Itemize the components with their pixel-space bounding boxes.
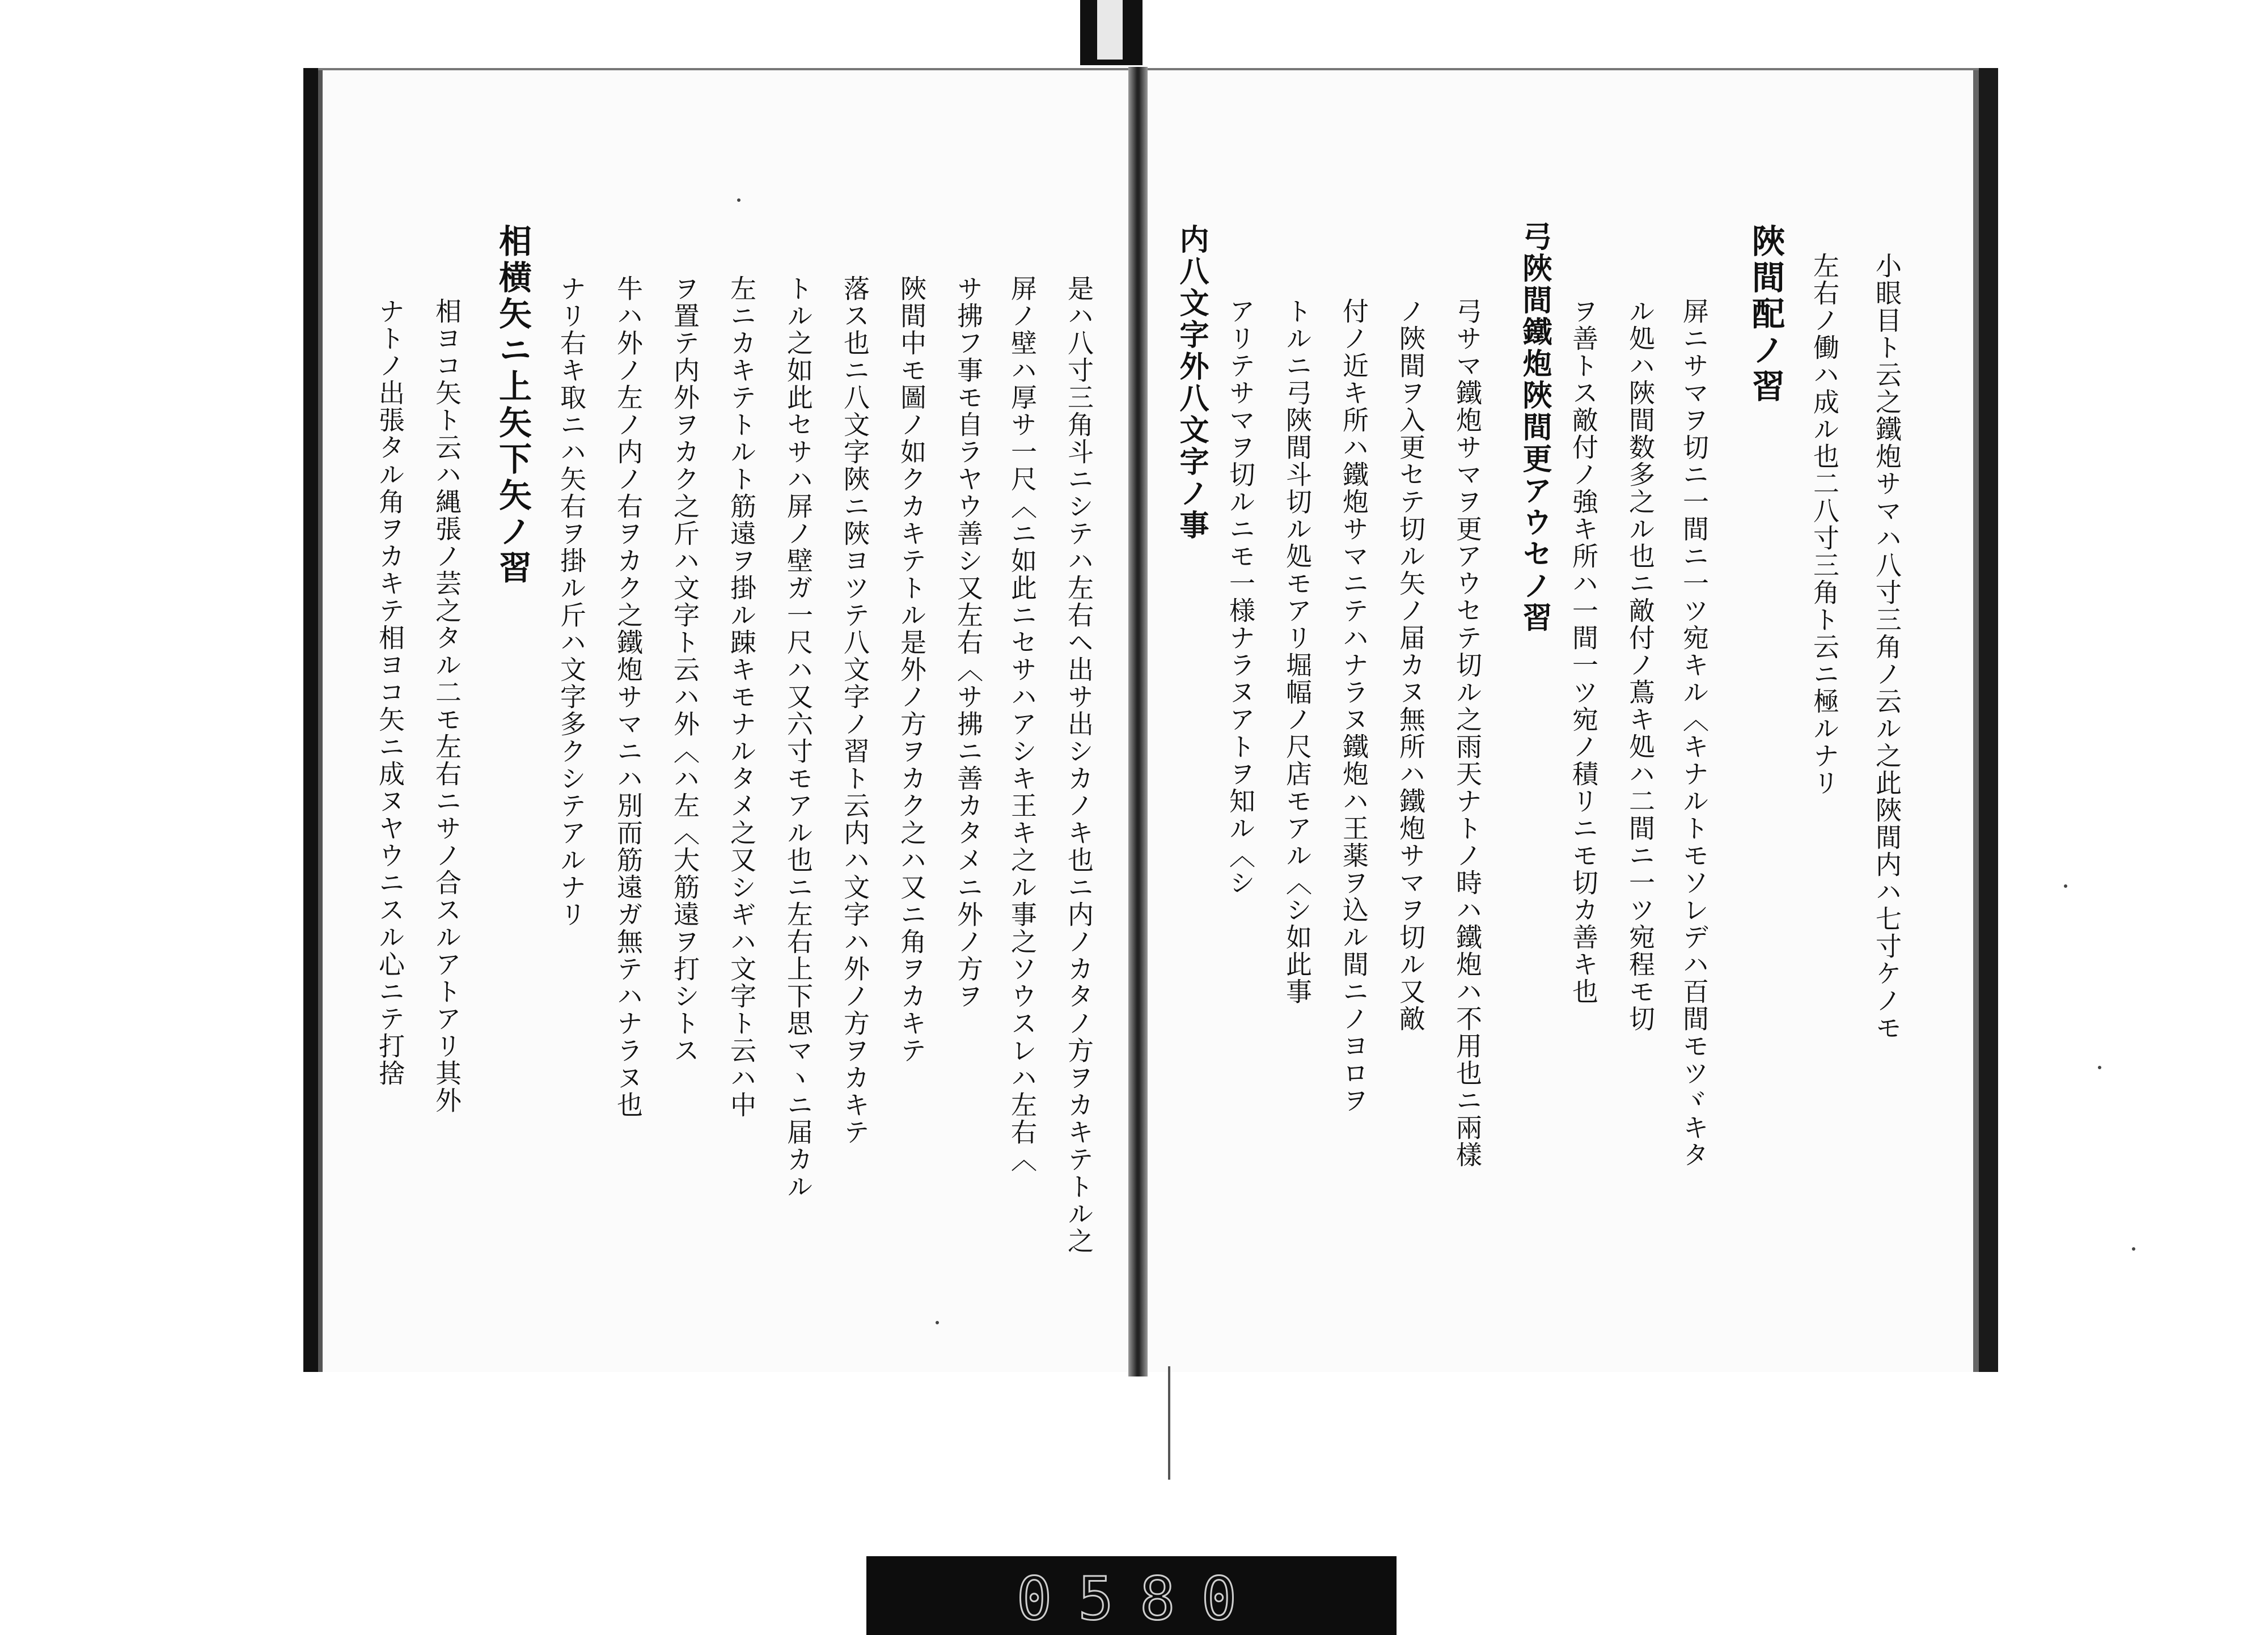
right-heading-hachimonji: 内八文字外八文字ノ事 — [1174, 224, 1209, 541]
right-col-5: ヲ善トス敵付ノ強キ所ハ一間一ツ宛ノ積リニモ切カ善キ也 — [1568, 298, 1599, 1005]
ink-speck — [936, 1321, 939, 1324]
right-col-2: 左右ノ働ハ成ル也二八寸三角ト云ニ極ルナリ — [1809, 252, 1840, 797]
right-heading-yumi-teppou: 弓陜間鐵炮陜間更アウセノ習 — [1517, 221, 1552, 634]
right-col-8: 付ノ近キ所ハ鐵炮サマニテハナラヌ鐵炮ハ王薬ヲ込ル間ニノヨロヲ — [1339, 298, 1369, 1114]
right-col-4: ル処ハ陜間数多之ル也ニ敵付ノ蔦キ処ハ二間ニ一ツ宛程モ切 — [1625, 298, 1656, 1032]
left-col-6: トル之如此セサハ屏ノ壁ガ一尺ハ又六寸モアル也ニ左右上下思マヽニ届カル — [783, 275, 814, 1200]
ink-speck — [737, 198, 741, 202]
right-col-9: トルニ弓陜間斗切ル処モアリ堀幅ノ尺店モアル〈シ如此事 — [1282, 298, 1313, 1005]
binding-tab-highlight — [1097, 0, 1123, 60]
left-col-12: ナトノ出張タル角ヲカキテ相ヨコ矢ニ成ヌヤウニスル心ニテ打捨 — [375, 298, 405, 1087]
left-col-7: 左ニカキテトルト筋遠ヲ掛ル踈キモナルタメ之又シギハ文字ト云ハ中 — [726, 275, 757, 1119]
left-col-5: 落ス也ニ八文字陜ニ陜ヨツテ八文字ノ習ト云内ハ文字ハ外ノ方ヲカキテ — [840, 275, 870, 1146]
book-gutter — [1128, 67, 1148, 1376]
right-col-3: 屏ニサマヲ切ニ一間ニ一ツ宛キル〈キナルトモソレデハ百間モツヾキタ — [1679, 298, 1710, 1168]
right-col-6: 弓サマ鐵炮サマヲ更アウセテ切ル之雨天ナトノ時ハ鐵炮ハ不用也ニ兩樣 — [1452, 298, 1483, 1168]
ink-speck — [2064, 884, 2067, 888]
left-col-10: ナリ右キ取ニハ矢右ヲ掛ル斤ハ文字多クシテアルナリ — [556, 275, 587, 928]
left-col-3: サ拂フ事モ自ラヤウ善シ又左右〈サ拂ニ善カタメニ外ノ方ヲ — [953, 275, 984, 1010]
left-col-8: ヲ置テ内外ヲカク之斤ハ文字ト云ハ外〈ハ左〈大筋遠ヲ打シトス — [670, 275, 700, 1064]
right-heading-kyouken: 陜間配ノ習 — [1746, 224, 1785, 405]
left-col-9: 牛ハ外ノ左ノ内ノ右ヲカク之鐵炮サマニハ別而筋遠ガ無テハナラヌ也 — [613, 275, 644, 1119]
left-col-11: 相ヨコ矢ト云ハ縄張ノ芸之タル二モ左右ニサノ合スルアトアリ其外 — [431, 298, 462, 1114]
page-number: 0580 — [1016, 1564, 1263, 1633]
ink-speck — [2098, 1066, 2101, 1069]
ink-speck — [2132, 1247, 2135, 1251]
right-col-1: 小眼目ト云之鐵炮サマハ八寸三角ノ云ル之此陜間内ハ七寸ケノモ — [1872, 252, 1902, 1041]
left-col-4: 陜間中モ圖ノ如クカキテトル是外ノ方ヲカク之ハ又ニ角ヲカキテ — [896, 275, 927, 1064]
right-col-7: ノ陜間ヲ入更セテ切ル矢ノ届カヌ無所ハ鐵炮サマヲ切ル又敵 — [1395, 298, 1426, 1032]
left-col-1: 是ハ八寸三角斗ニシテハ左右ヘ出サ出シカノキ也ニ内ノカタノ方ヲカキテトル之 — [1064, 275, 1094, 1255]
gutter-crease — [1168, 1366, 1170, 1480]
left-col-2: 屏ノ壁ハ厚サ一尺〈ニ如此ニセサハアシキ王キ之ル事之ソウスレハ左右〈 — [1007, 275, 1038, 1173]
left-heading-aiyokoya: 相横矢ニ上矢下矢ノ習 — [493, 224, 532, 587]
right-col-10: アリテサマヲ切ルニモ一様ナラヌアトヲ知ル〈シ — [1225, 298, 1256, 896]
